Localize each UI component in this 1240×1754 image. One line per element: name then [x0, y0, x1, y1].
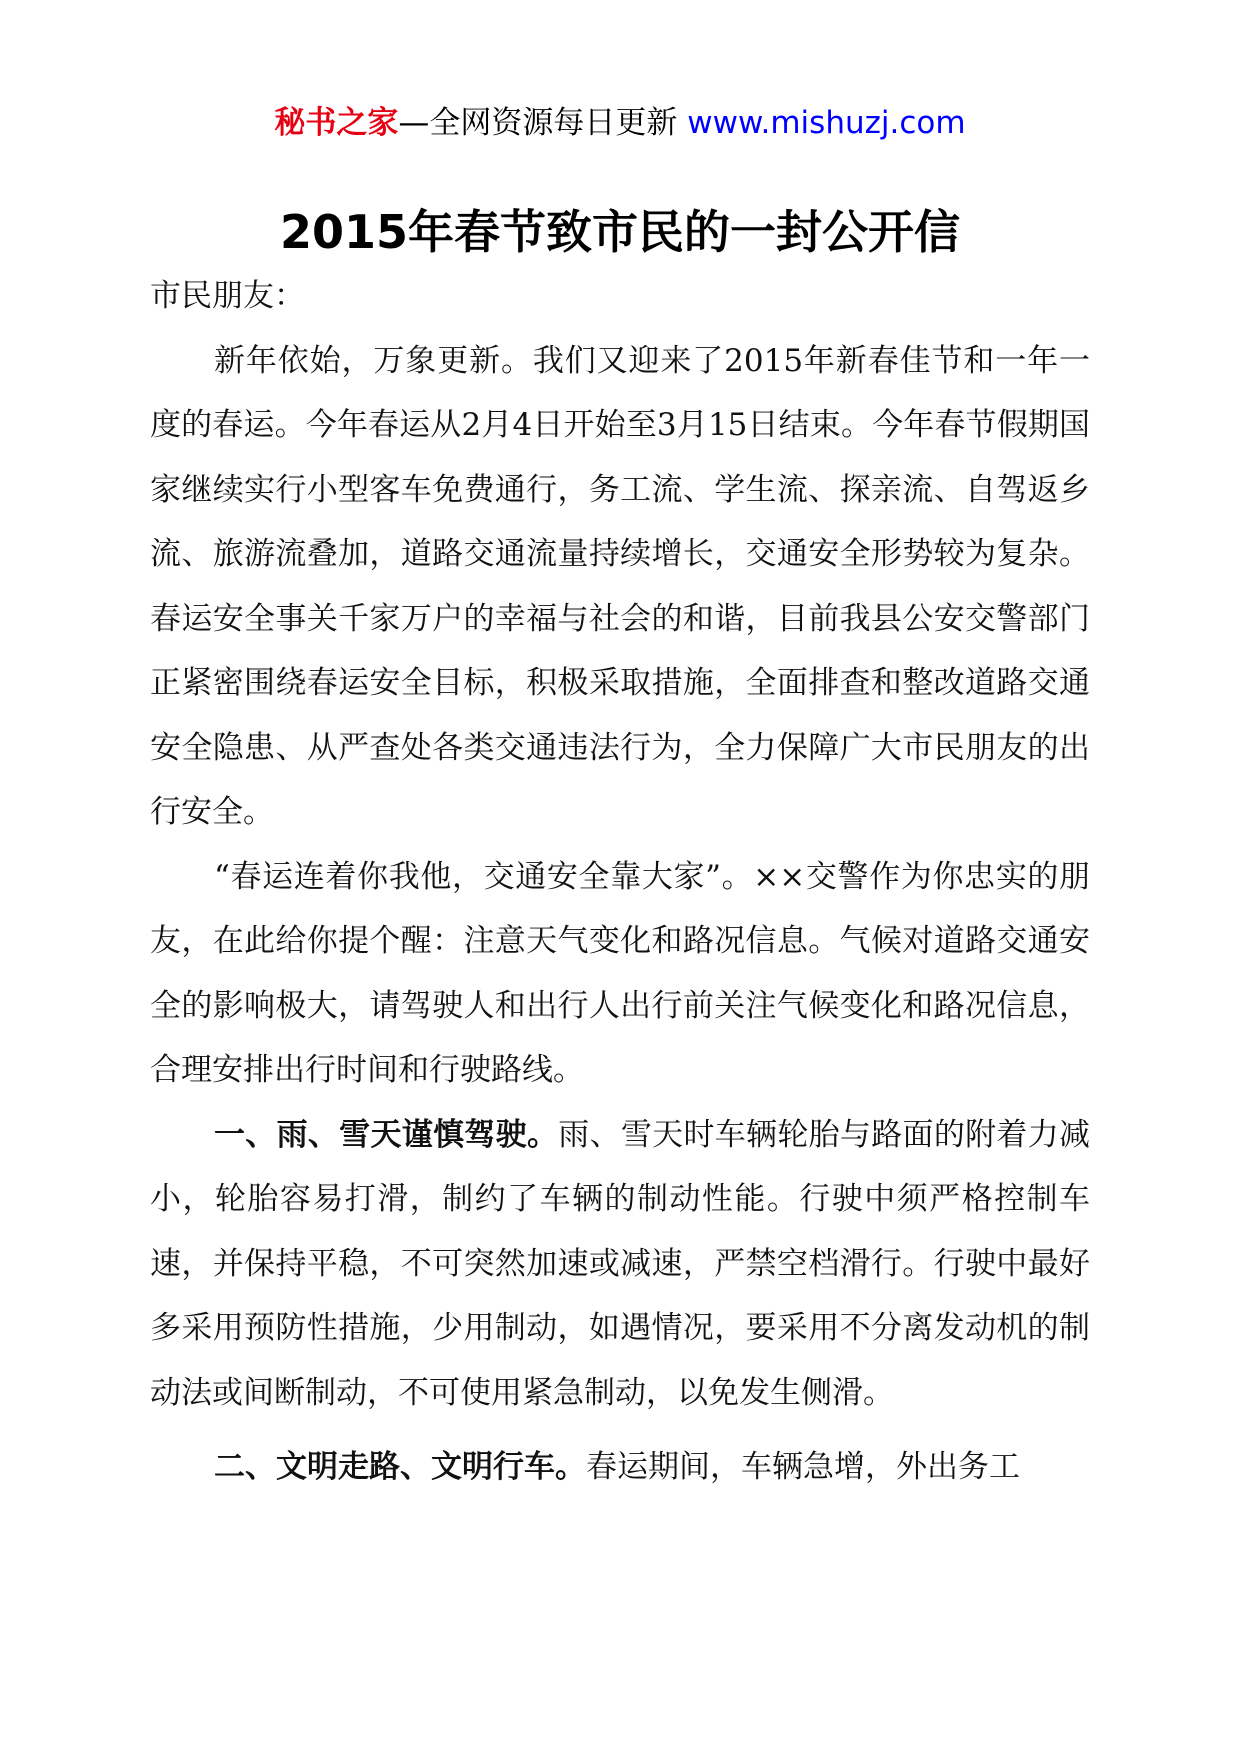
section-text: 春运期间，车辆急增，外出务工	[586, 1449, 1020, 1485]
site-tagline: —全网资源每日更新	[398, 105, 678, 141]
section-rain-snow	[150, 1103, 1090, 1426]
paragraph-reminder: “春运连着你我他，交通安全靠大家”。××交警作为你忠实的朋友，在此给你提个醒：注意天气变化和路况信息。气候对道路交通安全的影响极大，请驾驶人和出行人出行前关注气候变化和路况信息，合理安排出行时间和行驶路线。	[150, 858, 1090, 1088]
paragraph-intro: 新年依始，万象更新。我们又迎来了2015年新春佳节和一年一度的春运。今年春运从2月4日开始至3月15日结束。今年春节假期国家继续实行小型客车免费通行，务工流、学生流、探亲流、自驾返乡流、旅游流叠加，道路交通流量持续增长，交通安全形势较为复杂。春运安全事关千家万户的幸福与社会的和谐，目前我县公安交警部门正紧密围绕春运安全目标，积极采取措施，全面排查和整改道路交通安全隐患、从严查处各类交通违法行为，全力保障广大市民朋友的出行安全。	[150, 342, 1090, 830]
site-header	[0, 100, 1240, 146]
section-heading: 二、文明走路、文明行车。	[214, 1449, 586, 1485]
salutation: 市民朋友：	[150, 278, 305, 314]
site-brand: 秘书之家	[274, 105, 399, 141]
section-civilized-travel	[150, 1435, 1090, 1500]
site-url-link[interactable]: www.mishuzj.com	[687, 105, 966, 141]
section-heading: 一、雨、雪天谨慎驾驶。	[214, 1116, 559, 1153]
section-text: 雨、雪天时车辆轮胎与路面的附着力减小，轮胎容易打滑，制约了车辆的制动性能。行驶中须严格控制车速，并保持平稳，不可突然加速或减速，严禁空档滑行。行驶中最好多采用预防性措施，少用制动，如遇情况，要采用不分离发动机的制动法或间断制动，不可使用紧急制动，以免发生侧滑。	[150, 1116, 1091, 1411]
document-title: 2015年春节致市民的一封公开信	[279, 205, 961, 259]
document-body	[150, 264, 1090, 1500]
